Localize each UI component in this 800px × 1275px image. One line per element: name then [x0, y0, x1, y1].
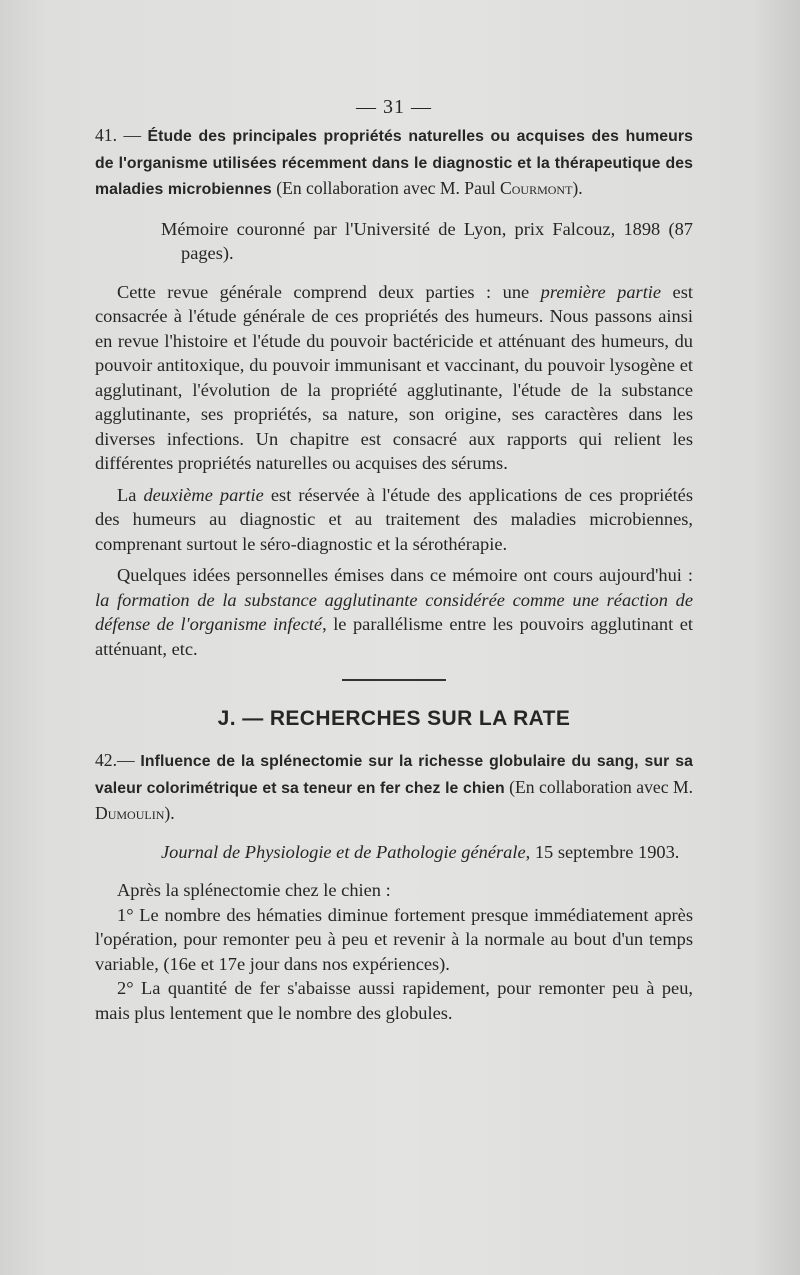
para-1-text-a: Cette revue générale comprend deux parties : une: [117, 281, 541, 302]
page-number: — 31 —: [356, 96, 432, 118]
para-1-italic: première partie: [540, 281, 662, 302]
entry-42-collab-name: Dumoulin: [95, 803, 165, 823]
para-3-text-b: , le parallélisme entre les pouvoirs agglutinant et atténuant, etc.: [95, 614, 693, 659]
entry-41-title: Étude des principales propriétés naturelles ou acquises des humeurs de l'organisme utilisées récemment dans le diagnostic et la thérapeutique des maladies microbiennes: [95, 128, 694, 198]
entry-42-point-1: 1° Le nombre des hématies diminue fortement presque immédiatement après l'opération, pour remonter peu à peu et revenir à la normale au bout d'un temps variable, (16e et 17e jour dans nos expériences).: [95, 904, 693, 974]
para-2-text-a: La: [117, 484, 144, 505]
para-3-italic: la formation de la substance agglutinante considérée comme une réaction de défense de l'organisme infecté: [95, 589, 693, 634]
entry-42-heading: [95, 748, 693, 826]
entry-42-collab-suffix: ).: [164, 803, 175, 823]
entry-42-intro: Après la splénectomie chez le chien :: [117, 880, 391, 900]
entry-41-dash: —: [117, 125, 148, 145]
entry-41-heading: [95, 123, 693, 203]
entry-42-point-2: 2° La quantité de fer s'abaisse aussi rapidement, pour remonter peu à peu, mais plus lentement que le nombre des globules.: [95, 978, 693, 1023]
para-2-italic: deuxième partie: [143, 484, 264, 505]
journal-name: Journal de Physiologie et de Pathologie générale: [161, 841, 526, 862]
entry-42-dash: —: [117, 750, 141, 770]
entry-41-collab-prefix: (En collaboration avec M. Paul: [271, 178, 500, 198]
entry-41-citation: Mémoire couronné par l'Université de Lyon, prix Falcouz, 1898 (87 pages).: [161, 218, 693, 263]
entry-42-number: 42.: [95, 750, 117, 770]
summary-paragraph-3: [95, 563, 693, 661]
summary-paragraph-2: [95, 483, 693, 557]
entry-42-title: Influence de la splénectomie sur la richesse globulaire du sang, sur sa valeur colorimétrique et sa teneur en fer chez le chien: [95, 753, 693, 797]
entry-41-collab-suffix: ).: [572, 178, 583, 198]
entry-41-collab-name: Courmont: [500, 178, 573, 198]
journal-date: , 15 septembre 1903.: [525, 841, 680, 862]
section-title: J. — RECHERCHES SUR LA RATE: [217, 707, 571, 730]
para-3-text-a: Quelques idées personnelles émises dans ce mémoire ont cours aujourd'hui :: [117, 565, 693, 585]
summary-paragraph-1: [95, 280, 693, 476]
entry-42-citation: [95, 840, 693, 865]
entry-41-number: 41.: [95, 125, 117, 145]
page-content: [95, 96, 693, 1025]
para-1-text-b: est consacrée à l'étude générale de ces propriétés des humeurs. Nous passons ainsi en revue l'histoire et l'étude du pouvoir bactéricide et atténuant des humeurs, du pouvoir antitoxique, du pouvoir immunisant et vaccinant, du pouvoir lysogène et agglutinant, l'évolution de la propriété agglutinante, l'étude de la substance agglutinante, ses propriétés, sa nature, son origine, ses caractères dans les diverses infections. Un chapitre est consacré aux rapports qui relient les différentes propriétés naturelles ou acquises des sérums.: [95, 281, 693, 473]
section-divider: [342, 679, 446, 681]
entry-42-collab-prefix: (En collaboration avec M.: [504, 776, 693, 797]
para-2-text-b: est réservée à l'étude des applications de ces propriétés des humeurs au diagnostic et au traitement des maladies microbiennes, comprenant surtout le séro-diagnostic et la sérothérapie.: [95, 484, 693, 554]
